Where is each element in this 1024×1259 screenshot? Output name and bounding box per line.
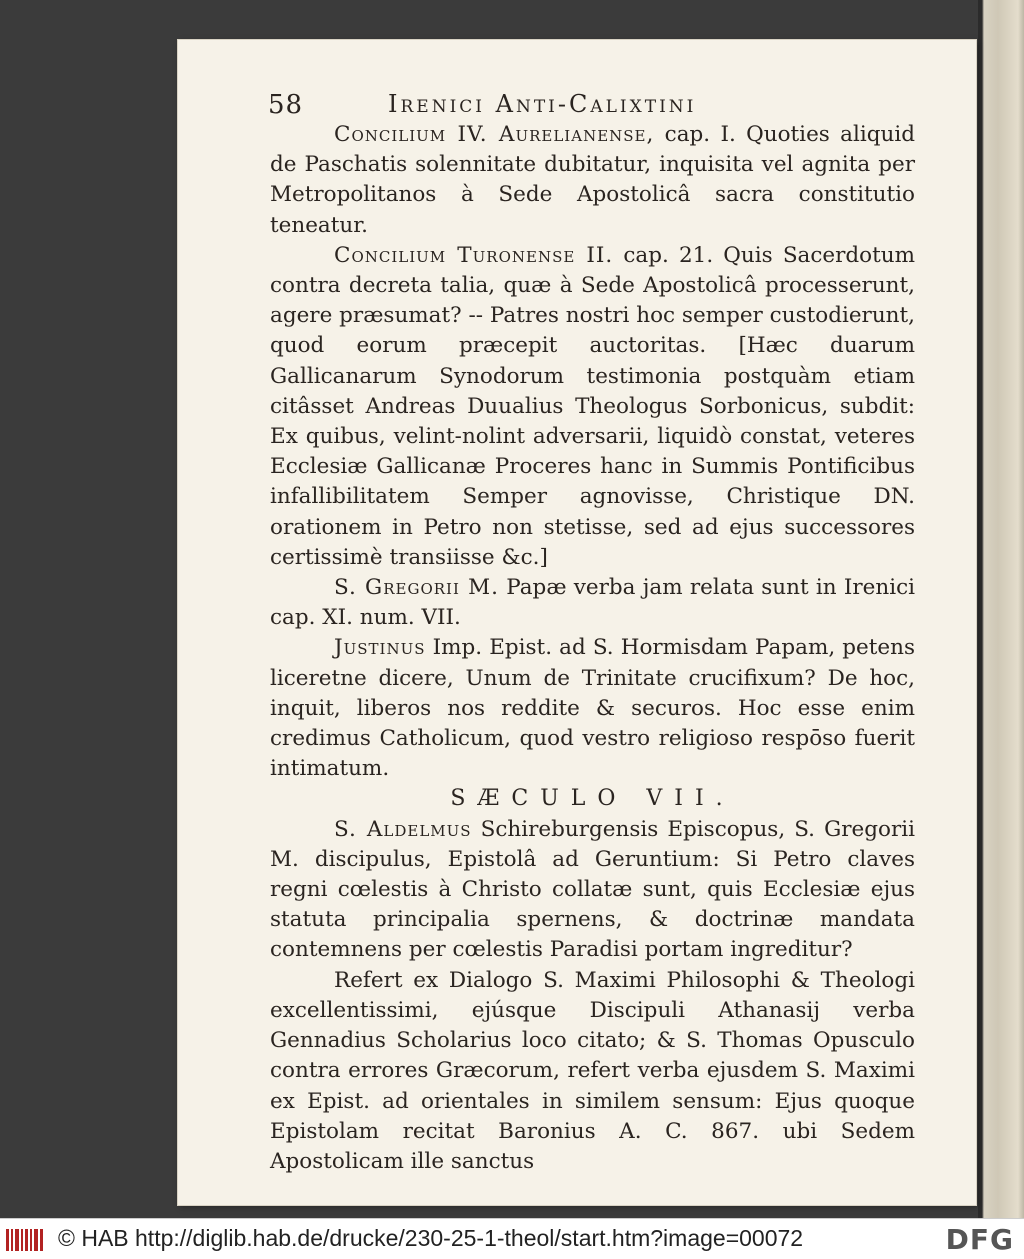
paragraph-lead: Justinus (334, 635, 426, 661)
paragraph (270, 573, 915, 633)
library-barcode-icon (6, 1229, 46, 1251)
paragraph-text: Refert ex Dialogo S. Maximi Philosophi & Theologi excellentissimi, ejúsque Discipuli Athanasij verba Gennadius Scholarius loco citato; & S. Thomas Opusculo contra errores Græcorum, refert verba ejusdem S. Maximi ex Epist. ad orientales in similem sensum: Ejus quoque Epistolam recitat Baronius A. C. 867. ubi Sedem Apostolicam ille sanctus (270, 967, 915, 1174)
paragraph (270, 120, 915, 241)
copyright-link[interactable]: © HAB http://diglib.hab.de/drucke/230-25-1-theol/start.htm?image=00072 (58, 1225, 804, 1251)
paragraph-lead: S. Aldelmus (334, 816, 472, 842)
paragraph-text: cap. 21. Quis Sacerdotum contra decreta talia, quæ à Sede Apostolicâ processerunt, agere præsumat? -- Patres nostri hoc semper custodierunt, quod eorum præcepit auctoritas. [Hæc duarum Gallicanarum Synodorum testimonia postquàm etiam citâsset Andreas Duualius Theologus Sorbonicus, subdit: Ex quibus, velint-nolint adversarii, liquidò constat, veteres Ecclesiæ Gallicanæ Proceres hanc in Summis Pontificibus infallibilitatem Semper agnovisse, Christique DN. orationem in Petro non stetisse, sed ad ejus successores certissimè transiisse &c.] (270, 242, 915, 570)
paragraph-text: cap. I. Quoties aliquid de Paschatis solennitate dubitatur, inquisita vel agnita per Metropolitanos à Sede Apostolicâ sacra constitutio teneatur. (270, 122, 915, 238)
paragraph (270, 633, 915, 784)
paragraph-lead: S. Gregorii M. (334, 575, 499, 601)
next-page-edge (978, 0, 1024, 1218)
paragraph-text: Schireburgensis Episcopus, S. Gregorii M. discipulus, Epistolâ ad Geruntium: Si Petro claves regni cœlestis à Christo collatæ sunt, quis Ecclesiæ ejus statuta principalia spernens, & doctrinæ mandata contemnens per cœlestis Paradisi portam ingreditur? (270, 816, 915, 963)
book-page (178, 40, 976, 1205)
paragraph-text: Imp. Epist. ad S. Hormisdam Papam, petens liceretne dicere, Unum de Trinitate crucifixum? De hoc, inquit, liberos nos reddite & securos. Hoc esse enim credimus Catholicum, quod vestro religioso respōso fuerit intimatum. (270, 635, 915, 782)
paragraph-lead: Concilium Turonense II. (334, 242, 614, 268)
section-heading: SÆCULO VII. (450, 786, 735, 812)
dfg-logo: DFG (945, 1223, 1014, 1256)
paragraph (270, 815, 915, 966)
paragraph (270, 241, 915, 573)
page-number: 58 (268, 90, 304, 120)
paragraph-lead: Concilium IV. Aurelianense, (334, 122, 655, 147)
viewer-footer (0, 1218, 1024, 1259)
page-body (270, 120, 915, 1177)
running-title: Irenici Anti-Calixtini (388, 90, 697, 118)
paragraph-text: Papæ verba jam relata sunt in Irenici cap. XI. num. VII. (270, 575, 915, 631)
paragraph (270, 966, 915, 1177)
